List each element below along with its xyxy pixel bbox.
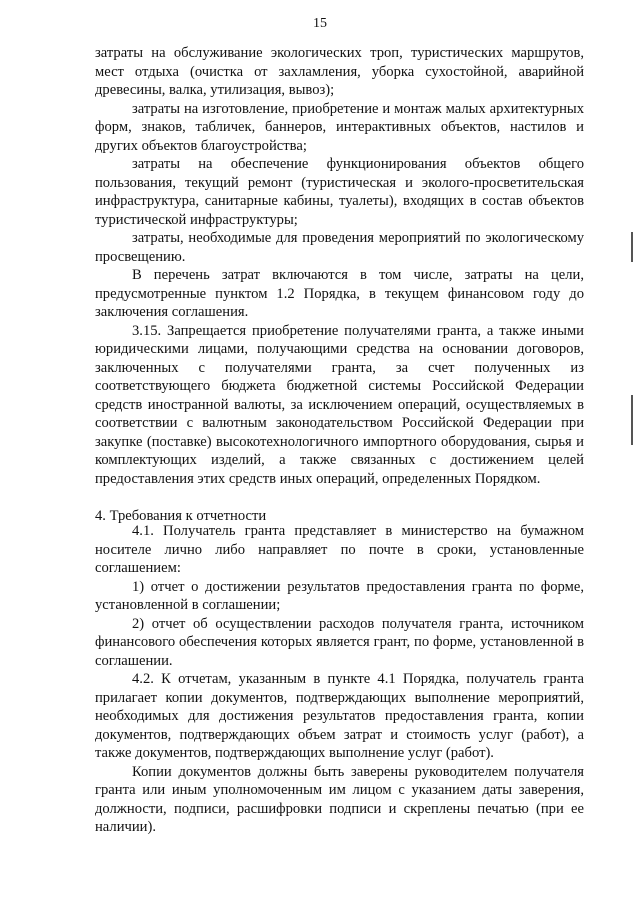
paragraph-3-15-currency-prohibition: 3.15. Запрещается приобретение получателями гранта, а также иными юридическими лицами, получающими средства на основании договоров, заключенных с получателями гранта, за счет полученных из соответствующего бюджета бюджетной системы Российской Федерации средств иностранной валюты, за исключением операций, осуществляемых в соответствии с валютным законодательством Российской Федерации при закупке (поставке) высокотехнологичного импортного оборудования, сырья и комплектующих изделий, а также связанных с достижением целей предоставления этих средств иных операций, определенных Порядком. xyxy=(95,322,584,487)
body-text-block-2 xyxy=(95,522,584,837)
paragraph-4-1-reporting: 4.1. Получатель гранта представляет в министерство на бумажном носителе лично либо направляет по почте в сроки, установленные соглашением: xyxy=(95,523,584,576)
paragraph-small-architecture-costs: затраты на изготовление, приобретение и монтаж малых архитектурных форм, знаков, табличек, баннеров, интерактивных объектов, настилов и других объектов благоустройства; xyxy=(95,100,584,154)
scan-edge-mark xyxy=(631,232,633,262)
paragraph-public-facilities-costs: затраты на обеспечение функционирования объектов общего пользования, текущий ремонт (туристическая и эколого-просветительская инфраструктура, санитарные кабины, туалеты), входящих в состав объектов туристической инфраструктуры; xyxy=(95,156,584,228)
paragraph-4-2-attachments: 4.2. К отчетам, указанным в пункте 4.1 Порядка, получатель гранта прилагает копии документов, подтверждающих выполнение мероприятий, необходимых для достижения результатов предоставления гранта, копии документов, подтверждающих объем затрат и стоимость услуг (работ), а также документов, подтверждающих выполнение услуг (работ). xyxy=(95,671,584,761)
scan-edge-mark xyxy=(631,395,633,445)
section-heading: 4. Требования к отчетности xyxy=(95,508,267,524)
paragraph-copy-certification: Копии документов должны быть заверены руководителем получателя гранта или иным уполномоченным им лицом с указанием даты заверения, должности, подписи, расшифровки подписи и скреплены печатью (при ее наличии). xyxy=(95,763,584,835)
paragraph-cost-list-inclusion: В перечень затрат включаются в том числе, затраты на цели, предусмотренные пунктом 1.2 Порядка, в текущем финансовом году до заключения соглашения. xyxy=(95,267,584,320)
paragraph-eco-trails-costs: затраты на обслуживание экологических троп, туристических маршрутов, мест отдыха (очистка от захламления, уборка сухостойной, аварийной древесины, валка, утилизация, вывоз); xyxy=(95,45,584,98)
paragraph-eco-education-costs: затраты, необходимые для проведения мероприятий по экологическому просвещению. xyxy=(95,230,584,265)
list-item-report-results: 1) отчет о достижении результатов предоставления гранта по форме, установленной в соглашении; xyxy=(95,578,584,613)
page-number: 15 xyxy=(313,16,327,31)
body-text-block-1 xyxy=(95,44,584,488)
list-item-report-expenses: 2) отчет об осуществлении расходов получателя гранта, источником финансового обеспечения которых является грант, по форме, установленной в соглашении. xyxy=(95,615,584,669)
